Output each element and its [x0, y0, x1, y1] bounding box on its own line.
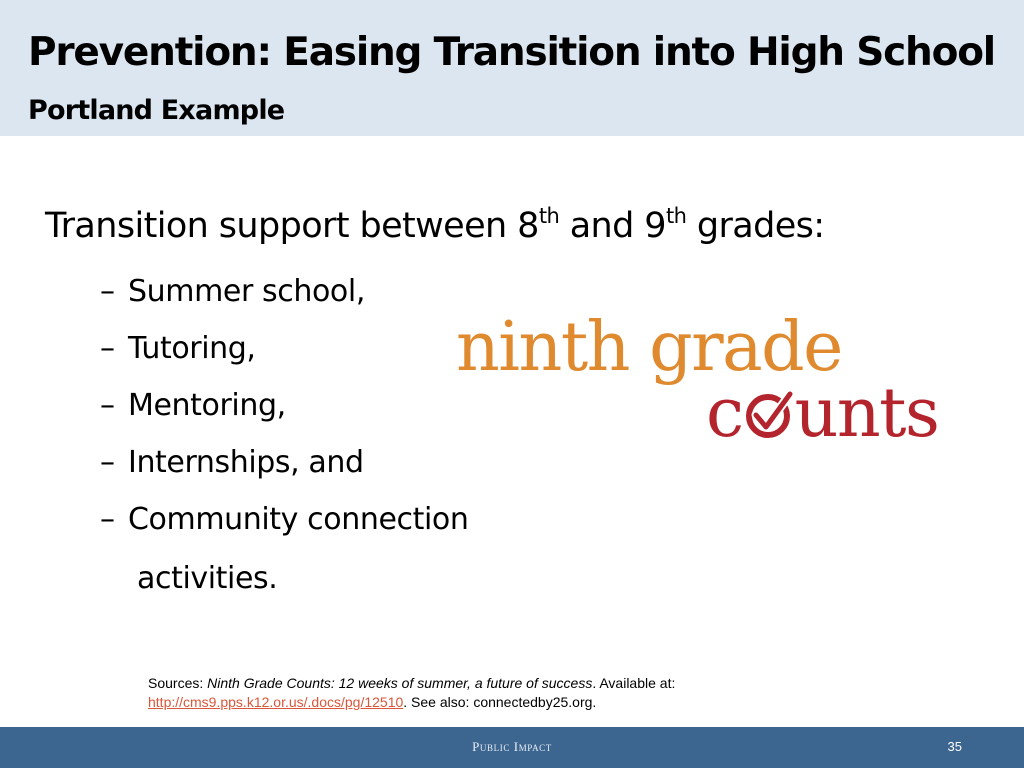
bullet-item	[100, 327, 468, 384]
checkmark-circle-icon	[744, 390, 794, 438]
bullet-text: Internships, and	[128, 445, 364, 480]
sources-label: Sources:	[148, 675, 208, 691]
bullet-list	[100, 270, 468, 555]
footer-bar	[0, 727, 1024, 768]
logo-counts-suffix: unts	[794, 374, 939, 453]
bullet-dash: –	[100, 331, 115, 366]
bullet-continuation: activities.	[137, 561, 278, 596]
bullet-item	[100, 498, 468, 555]
bullet-dash: –	[100, 388, 115, 423]
intro-superscript-2: th	[665, 204, 687, 228]
bullet-dash: –	[100, 445, 115, 480]
footer-brand: Public Impact	[472, 739, 552, 754]
sources-title: Ninth Grade Counts: 12 weeks of summer, a future of success	[207, 675, 593, 691]
logo-line-counts	[706, 374, 938, 454]
sources-citation	[148, 674, 888, 712]
slide-title: Prevention: Easing Transition into High School	[28, 30, 995, 75]
intro-superscript-1: th	[538, 204, 560, 228]
sources-available: . Available at:	[592, 675, 676, 691]
sources-link[interactable]: http://cms9.pps.k12.or.us/.docs/pg/12510	[148, 694, 404, 710]
logo-line-ninth-grade: ninth grade	[456, 308, 842, 387]
intro-suffix: grades:	[686, 206, 825, 246]
bullet-dash: –	[100, 502, 115, 537]
bullet-dash: –	[100, 274, 115, 309]
bullet-item	[100, 384, 468, 441]
page-number: 35	[947, 739, 962, 754]
intro-middle: and 9	[559, 206, 666, 246]
intro-prefix: Transition support between 8	[45, 206, 539, 246]
sources-see-also: . See also: connectedby25.org.	[403, 694, 597, 710]
slide-subtitle: Portland Example	[28, 95, 285, 126]
bullet-item	[100, 441, 468, 498]
title-bar	[0, 0, 1024, 136]
bullet-text: Mentoring,	[128, 388, 286, 423]
bullet-text: Tutoring,	[128, 331, 256, 366]
logo-counts-prefix: c	[706, 374, 743, 453]
intro-text	[45, 206, 824, 246]
ninth-grade-counts-logo	[452, 308, 997, 458]
bullet-item	[100, 270, 468, 327]
bullet-text: Community connection	[128, 502, 469, 537]
bullet-text: Summer school,	[128, 274, 365, 309]
